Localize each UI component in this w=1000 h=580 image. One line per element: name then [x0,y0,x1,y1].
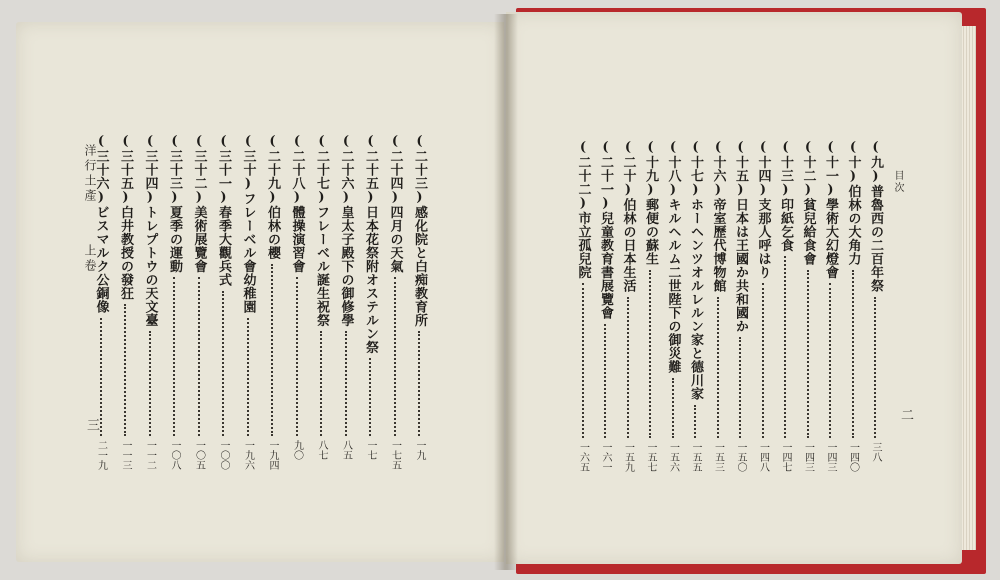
toc-entry-leader [418,331,420,436]
toc-entry-page-number: 一九 [414,440,425,460]
toc-entry [707,12,729,564]
running-head: 目次 [892,170,903,194]
toc-entry [684,12,706,564]
toc-entry-leader [149,331,151,436]
toc-entry-leader [345,331,347,436]
toc-entry-title: (三十三)夏季の運動 [167,134,182,273]
toc-entry-page-number: 一〇五 [193,440,205,470]
toc-entry-leader [198,277,200,436]
right-folio: 二 [898,408,913,421]
right-page [506,12,962,564]
toc-entry-title: (三十四)トレプトウの天文臺 [142,134,158,327]
toc-entry-page-number: 一七 [365,440,376,460]
toc-entry-leader [124,304,126,436]
toc-entry-title: (二十一)兒童教育書展覽會 [598,140,613,320]
toc-entry-title: (十六)帝室歷代博物館 [710,140,726,293]
toc-entry-title: (十五)日本は王國か共和國か [733,140,748,333]
toc-entry-leader [582,283,584,438]
toc-entry-leader [784,256,786,438]
toc-entry-page-number: 一五三 [712,442,724,472]
toc-entry-title: (二十七)フレーベル誕生祝祭 [314,134,329,327]
toc-entry-page-number: 一五〇 [735,442,746,472]
toc-entry-leader [222,291,224,436]
toc-entry-page-number: 一四八 [757,442,769,472]
toc-entry [572,12,594,564]
toc-entry [729,12,751,564]
toc-entry-title: (二十四)四月の天氣 [387,134,403,273]
toc-entry-title: (二十)伯林の日本生活 [620,140,636,293]
toc-entry-title: (二十六)皇太子殿下の御修學 [338,134,354,327]
toc-entry-title: (十二)貧兒給食會 [800,140,816,266]
toc-entry [662,12,684,564]
toc-entry [408,22,430,562]
toc-entry [639,12,661,564]
toc-entry-leader [852,270,854,438]
toc-entry [842,12,864,564]
toc-entry-page-number: 一四三 [825,442,836,472]
toc-entry-leader [739,337,741,438]
toc-entry-title: (二十九)伯林の櫻 [265,134,280,260]
toc-entry [864,12,886,564]
footer-volume: 上卷 [83,244,97,274]
toc-entry-title: (二十三)感化院と白痴教育所 [412,134,427,327]
toc-entry-title: (十七)ホーヘンツオルレルン家と德川家 [688,140,703,401]
toc-entry-title: (三十)フレーベル會幼稚園 [240,134,256,314]
toc-entry-leader [829,283,831,438]
left-folio: 三 [84,418,99,431]
toc-entry-page-number: 一九六 [242,440,254,470]
toc-entry-page-number: 一七五 [389,440,401,470]
toc-entry [261,22,283,562]
toc-entry-page-number: 一一三 [120,440,131,470]
toc-entry-page-number: 一〇〇 [218,440,229,470]
toc-entry [188,22,210,562]
toc-entry [286,22,308,562]
toc-entry-page-number: 八七 [316,440,327,460]
toc-entry [384,22,406,562]
toc-entry [139,22,161,562]
toc-entry [163,22,185,562]
toc-entry-page-number: 三八 [870,442,881,462]
toc-entry-leader [320,331,322,436]
toc-entry [212,22,234,562]
toc-entry-leader [627,297,629,438]
toc-entry-title: (二十八)體操演習會 [289,134,305,273]
toc-entry-leader [649,270,651,438]
toc-entry-title: (三十五)白井教授の發狂 [118,134,133,300]
toc-entry-title: (三十二)美術展覽會 [191,134,207,273]
toc-entry-page-number: 一五五 [690,442,701,472]
toc-entry-title: (三十一)春季大觀兵式 [216,134,231,287]
toc-entry-leader [394,277,396,436]
toc-entry-title: (二十二)市立孤兒院 [575,140,591,279]
toc-entry-leader [271,264,273,436]
toc-entry [335,22,357,562]
toc-entry-page-number: 一四七 [780,442,791,472]
toc-entry [617,12,639,564]
toc-entry [114,22,136,562]
toc-entry [774,12,796,564]
toc-entry-title: (九)普魯西の二百年祭 [868,140,883,293]
book-gutter [494,14,518,570]
toc-entry-title: (十)伯林の大角力 [845,140,861,266]
toc-entry-leader [247,318,249,436]
toc-entry-page-number: 一五六 [667,442,679,472]
toc-entry-leader [604,324,606,438]
toc-entry-page-number: 一〇八 [169,440,180,470]
toc-entry-title: (十一)學術大幻燈會 [823,140,838,279]
toc-entry [752,12,774,564]
left-page [16,22,504,562]
toc-entry-page-number: 一五七 [645,442,656,472]
toc-entry-leader [717,297,719,438]
toc-entry-page-number: 一四〇 [847,442,859,472]
toc-entry [359,22,381,562]
toc-entry-page-number: 一四三 [802,442,814,472]
toc-entry-title: (二十五)日本花祭附オステルン祭 [363,134,378,354]
toc-entry-leader [173,277,175,436]
toc-entry-page-number: 一五九 [622,442,634,472]
toc-entry-title: (十四)支那人呼はり [755,140,771,279]
toc-entry-page-number: 一六一 [600,442,611,472]
toc-entry-leader [672,378,674,438]
toc-entry [797,12,819,564]
toc-entry-leader [694,405,696,438]
toc-entry-leader [807,270,809,438]
toc-entry-title: (十三)印紙乞食 [778,140,793,252]
toc-entry-leader [296,277,298,436]
toc-entry [237,22,259,562]
toc-entry [90,22,112,562]
toc-entry-title: (十九)郵便の蘇生 [643,140,658,266]
toc-entry [594,12,616,564]
toc-entry [819,12,841,564]
toc-entry-title: (三十六)ビスマルク公銅像 [93,134,109,314]
toc-entry-page-number: 一九四 [267,440,278,470]
toc-entry-page-number: 一六五 [577,442,589,472]
toc-entry-page-number: 八五 [340,440,352,460]
footer-title: 洋行土產 [83,144,97,204]
toc-entry [310,22,332,562]
toc-entry-leader [874,297,876,438]
toc-entry-leader [762,283,764,438]
toc-entry-page-number: 一一二 [144,440,156,470]
toc-entry-leader [369,358,371,436]
toc-entry-page-number: 二一九 [95,440,107,470]
toc-entry-page-number: 九〇 [291,440,303,460]
toc-entry-title: (十八)キルヘルム二世陛下の御災難 [665,140,681,374]
